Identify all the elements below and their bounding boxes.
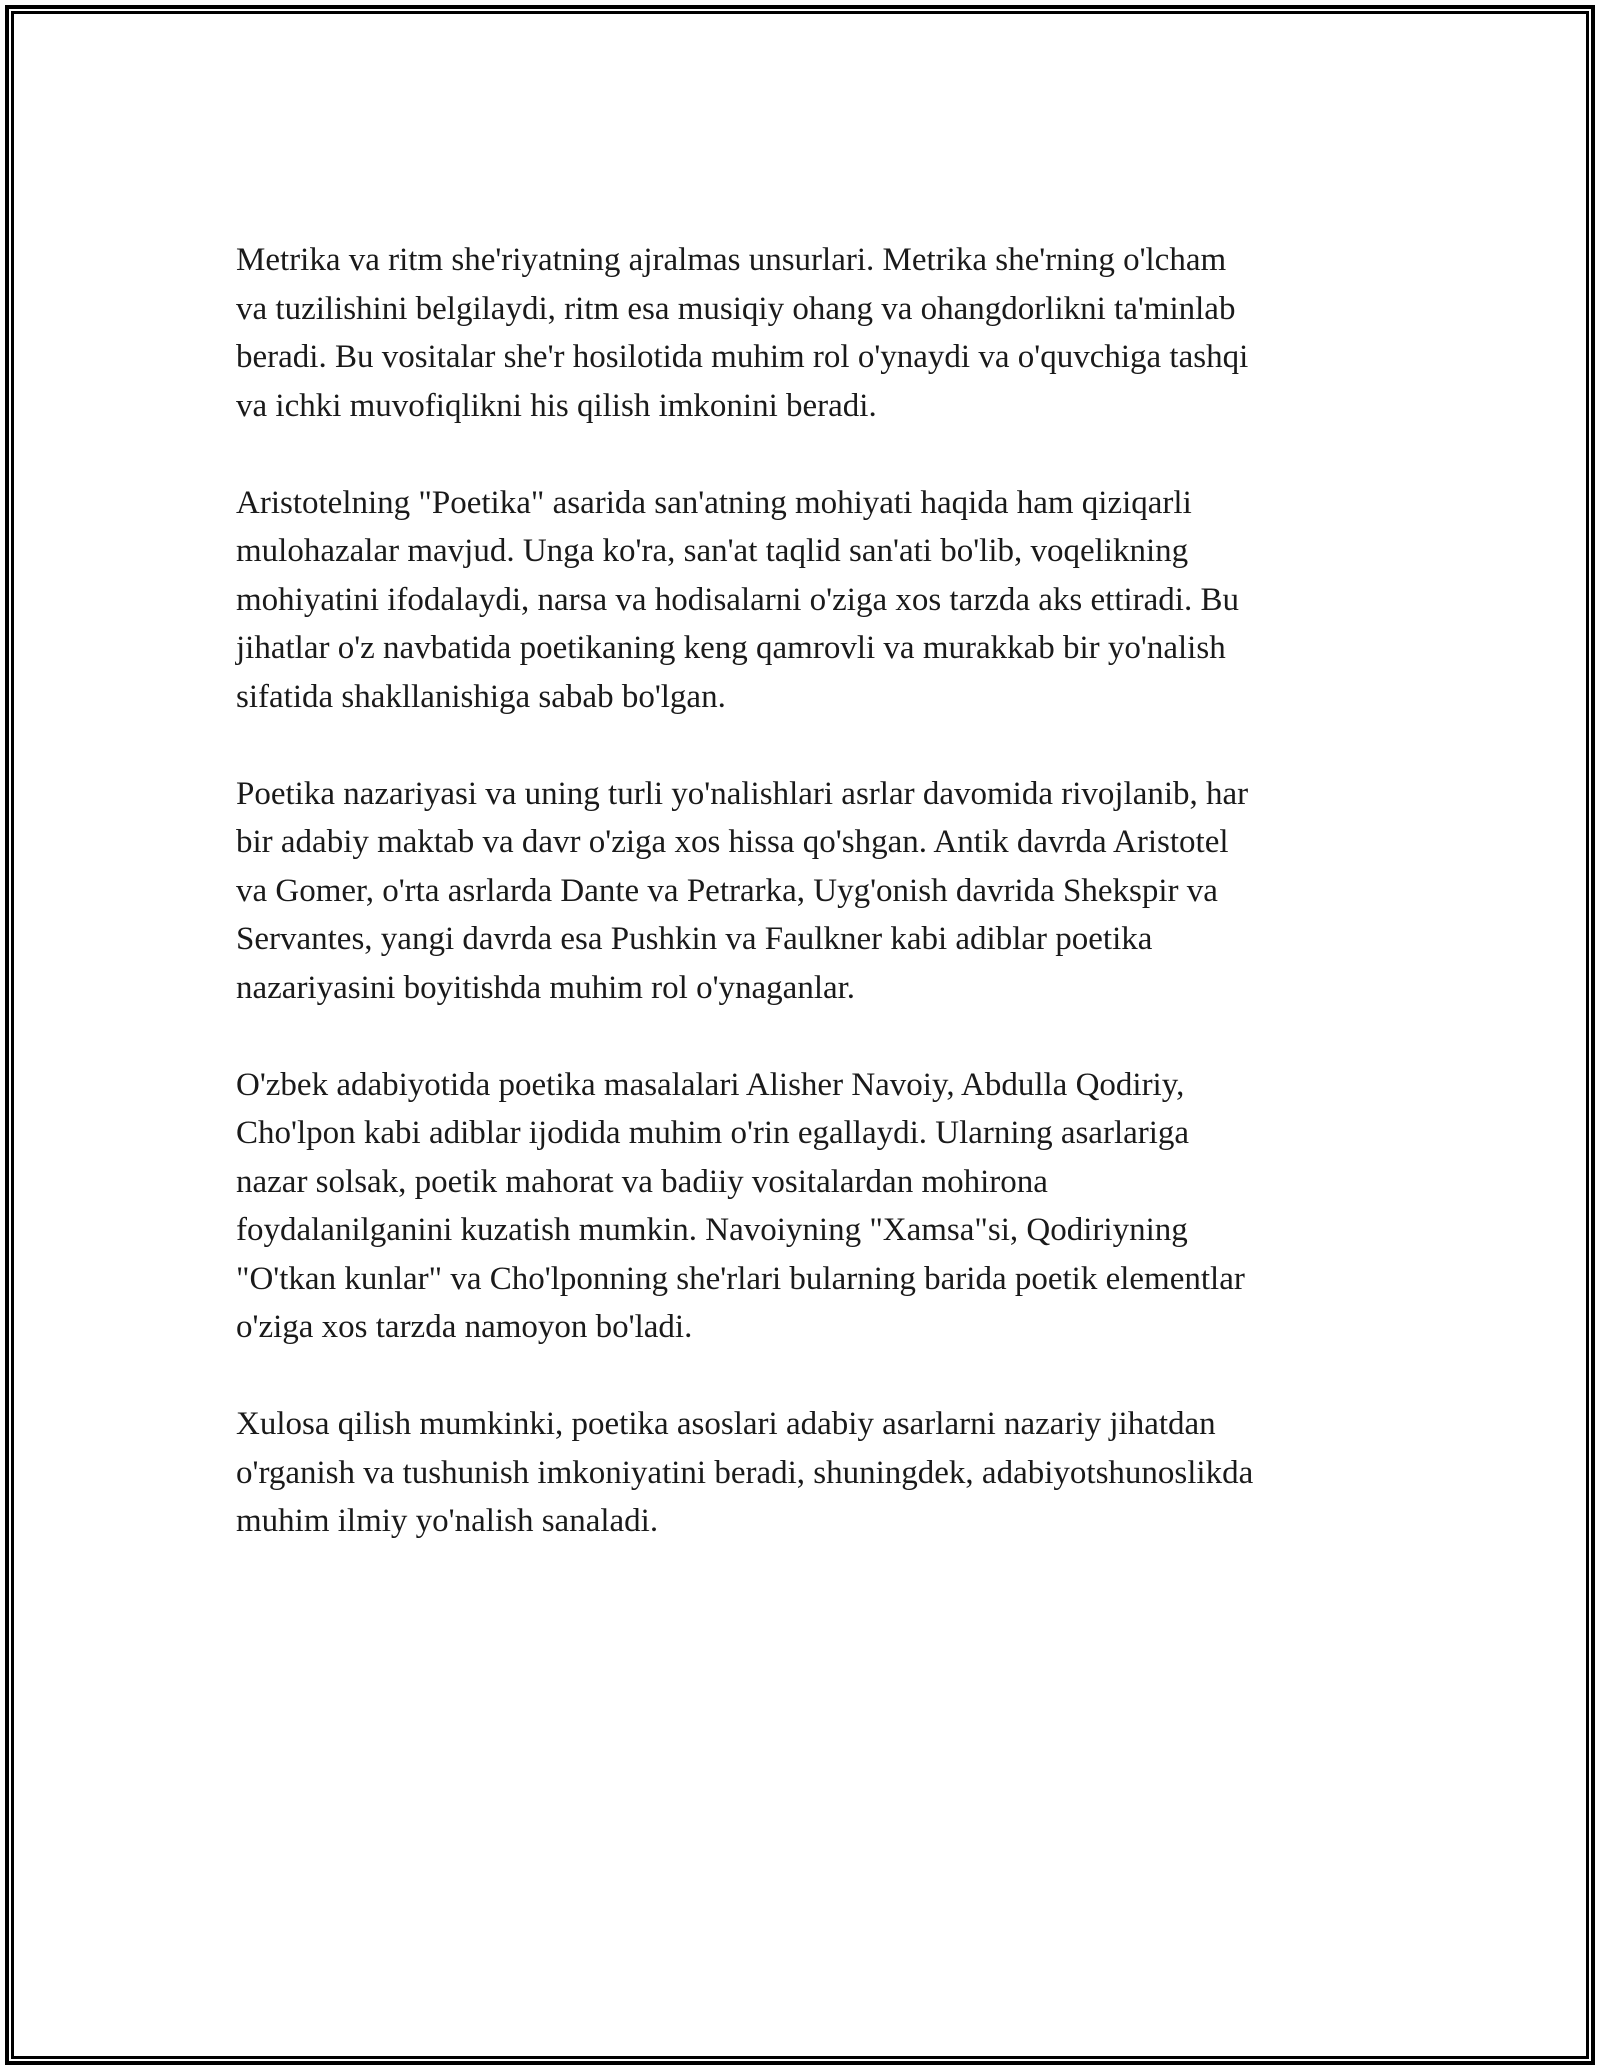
paragraph-ozbek-adabiyoti: O'zbek adabiyotida poetika masalalari Alisher Navoiy, Abdulla Qodiriy, Cho'lpon kabi adiblar ijodida muhim o'rin egallaydi. Ularning asarlariga nazar solsak, poetik mahorat va badiiy vositalardan mohirona foydalanilganini kuzatish mumkin. Navoiyning "Xamsa"si, Qodiriyning "O'tkan kunlar" va Cho'lponning she'rlari bularning barida poetik elementlar o'ziga xos tarzda namoyon bo'ladi. xyxy=(236,1066,1245,1345)
paragraph-metrika: Metrika va ritm she'riyatning ajralmas unsurlari. Metrika she'rning o'lcham va tuzilishini belgilaydi, ritm esa musiqiy ohang va ohangdorlikni ta'minlab beradi. Bu vositalar she'r hosilotida muhim rol o'ynaydi va o'quvchiga tashqi va ichki muvofiqlikni his qilish imkonini beradi. xyxy=(236,242,1249,424)
paragraph-xulosa: Xulosa qilish mumkinki, poetika asoslari adabiy asarlarni nazariy jihatdan o'rganish va tushunish imkoniyatini beradi, shuningdek, adabiyotshunoslikda muhim ilmiy yo'nalish sanaladi. xyxy=(236,1406,1254,1539)
paragraph-poetika-nazariyasi: Poetika nazariyasi va uning turli yo'nalishlari asrlar davomida rivojlanib, har bir adabiy maktab va davr o'ziga xos hissa qo'shgan. Antik davrda Aristotel va Gomer, o'rta asrlarda Dante va Petrarka, Uyg'onish davrida Shekspir va Servantes, yangi davrda esa Pushkin va Faulkner kabi adiblar poetika nazariyasini boyitishda muhim rol o'ynaganlar. xyxy=(236,775,1249,1006)
document-body xyxy=(236,236,1376,1594)
paragraph-aristotel: Aristotelning "Poetika" asarida san'atning mohiyati haqida ham qiziqarli mulohazalar mavjud. Unga ko'ra, san'at taqlid san'ati bo'lib, voqelikning mohiyatini ifodalaydi, narsa va hodisalarni o'ziga xos tarzda aks ettiradi. Bu jihatlar o'z navbatida poetikaning keng qamrovli va murakkab bir yo'nalish sifatida shakllanishiga sabab bo'lgan. xyxy=(236,484,1239,715)
